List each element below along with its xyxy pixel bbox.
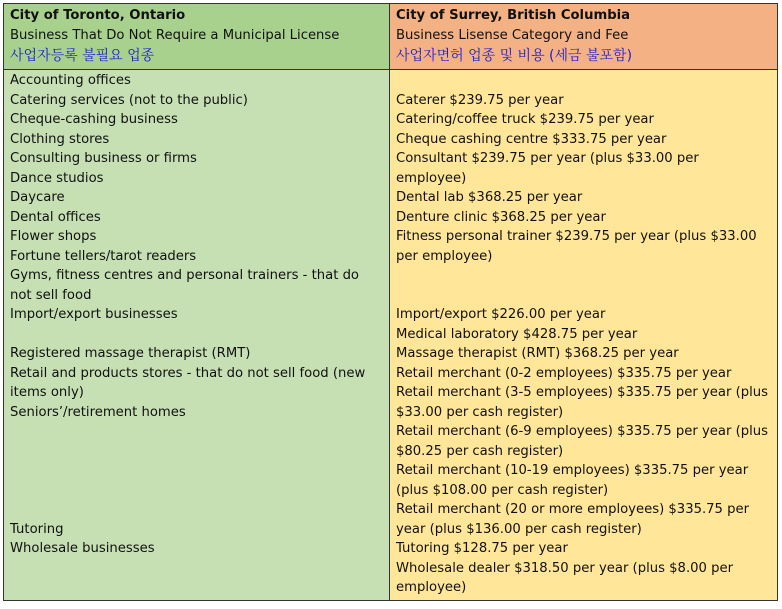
- toronto-item: Fortune tellers/tarot readers: [10, 248, 197, 264]
- toronto-item: Cheque-cashing business: [10, 112, 178, 127]
- surrey-item: Retail merchant (0-2 employees) $335.75 per year: [396, 365, 732, 381]
- comparison-table-wrapper: [3, 3, 779, 603]
- toronto-item: Retail and products stores - that do not sell food (new items only): [10, 365, 366, 400]
- body-row: [4, 70, 778, 601]
- surrey-item: Caterer $239.75 per year: [396, 92, 564, 108]
- surrey-korean-label: 사업자면허 업종 및 비용 (세금 불포함): [396, 48, 633, 64]
- surrey-item: Cheque cashing centre $333.75 per year: [396, 131, 667, 147]
- toronto-item: Import/export businesses: [10, 307, 178, 322]
- toronto-item: Gyms, fitness centres and personal trainers - that do not sell food: [10, 268, 360, 303]
- toronto-header-cell: [4, 4, 390, 70]
- toronto-title: City of Toronto, Ontario: [10, 8, 186, 23]
- toronto-item: Dental offices: [10, 209, 101, 225]
- surrey-item: Consultant $239.75 per year (plus $33.00 per employee): [396, 151, 699, 186]
- surrey-header-cell: [390, 4, 778, 70]
- toronto-subtitle: Business That Do Not Require a Municipal License: [10, 27, 340, 43]
- toronto-item: Dance studios: [10, 170, 104, 186]
- surrey-item: Dental lab $368.25 per year: [396, 190, 583, 205]
- surrey-item: Tutoring $128.75 per year: [396, 541, 568, 556]
- toronto-item: Accounting offices: [10, 73, 131, 88]
- surrey-item: Denture clinic $368.25 per year: [396, 209, 606, 225]
- toronto-item: Clothing stores: [10, 131, 110, 147]
- surrey-item: Massage therapist (RMT) $368.25 per year: [396, 346, 679, 361]
- toronto-item: Daycare: [10, 190, 65, 205]
- surrey-item: Import/export $226.00 per year: [396, 307, 606, 322]
- toronto-list-cell: [4, 70, 390, 601]
- surrey-item: Catering/coffee truck $239.75 per year: [396, 112, 654, 127]
- surrey-item: Retail merchant (10-19 employees) $335.75 per year (plus $108.00 per cash register): [396, 463, 749, 498]
- toronto-item: Registered massage therapist (RMT): [10, 346, 251, 361]
- surrey-item: Fitness personal trainer $239.75 per year (plus $33.00 per employee): [396, 229, 757, 264]
- toronto-item: Flower shops: [10, 229, 97, 244]
- surrey-item: Retail merchant (20 or more employees) $335.75 per year (plus $136.00 per cash register): [396, 502, 750, 537]
- surrey-title: City of Surrey, British Columbia: [396, 8, 631, 23]
- license-comparison-table: [3, 3, 778, 601]
- toronto-item: Tutoring: [10, 521, 64, 537]
- header-row: [4, 4, 778, 70]
- surrey-subtitle: Business Lisense Category and Fee: [396, 27, 629, 43]
- surrey-item: Retail merchant (6-9 employees) $335.75 per year (plus $80.25 per cash register): [396, 424, 768, 459]
- toronto-item: Wholesale businesses: [10, 541, 155, 556]
- surrey-item: Wholesale dealer $318.50 per year (plus $8.00 per employee): [396, 560, 734, 595]
- toronto-korean-label: 사업자등록 불필요 업종: [10, 48, 155, 64]
- toronto-item: Consulting business or firms: [10, 151, 197, 166]
- toronto-item: Seniors’/retirement homes: [10, 404, 186, 420]
- toronto-item: Catering services (not to the public): [10, 92, 248, 108]
- surrey-list-cell: [390, 70, 778, 601]
- surrey-item: Medical laboratory $428.75 per year: [396, 326, 638, 342]
- surrey-item: Retail merchant (3-5 employees) $335.75 per year (plus $33.00 per cash register): [396, 385, 768, 420]
